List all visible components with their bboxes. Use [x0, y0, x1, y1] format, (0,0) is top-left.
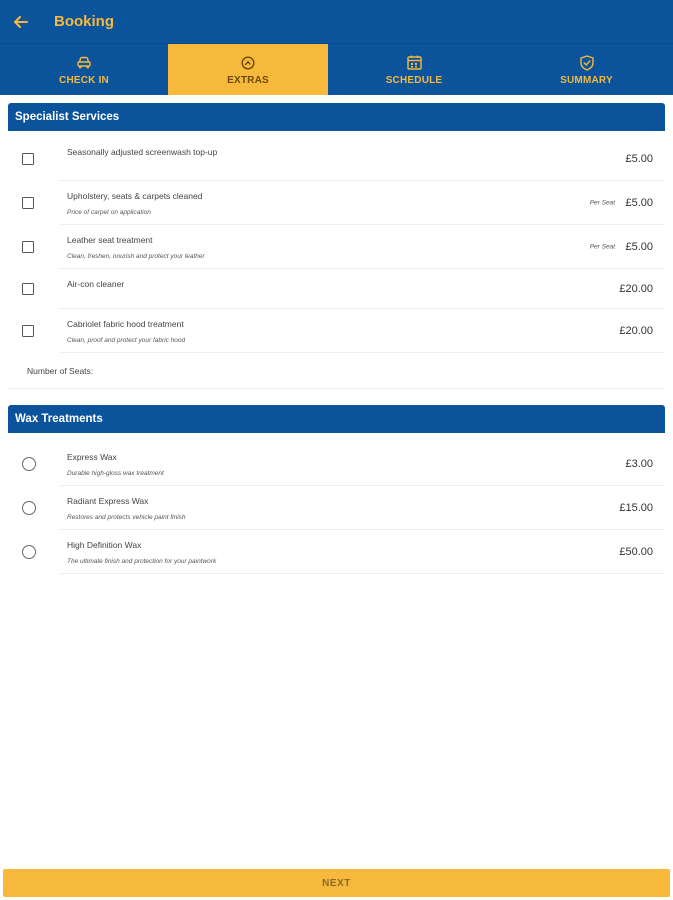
next-button-label: NEXT [322, 877, 351, 889]
list-item[interactable] [8, 486, 665, 530]
list-item[interactable] [8, 530, 665, 574]
tab-check-in[interactable] [0, 44, 168, 95]
list-item[interactable] [8, 442, 665, 486]
list-item[interactable] [8, 225, 665, 269]
tab-extras[interactable] [168, 44, 328, 95]
service-price: £20.00 [619, 282, 653, 295]
service-name: Seasonally adjusted screenwash top-up [67, 147, 218, 157]
wax-radio[interactable] [22, 545, 36, 559]
wax-radio[interactable] [22, 501, 36, 515]
service-price: £5.00 [625, 152, 653, 165]
page-title: Booking [54, 13, 114, 30]
service-price: £20.00 [619, 324, 653, 337]
wax-name: High Definition Wax [67, 540, 142, 550]
service-description: Clean, proof and protect your fabric hood [67, 337, 186, 344]
tab-summary[interactable] [500, 44, 673, 95]
number-of-seats-field[interactable] [8, 353, 665, 389]
list-item-body [60, 137, 665, 181]
list-item[interactable] [8, 137, 665, 181]
list-item-body [60, 181, 665, 225]
step-tabs [0, 43, 673, 95]
service-checkbox[interactable] [22, 153, 34, 165]
wax-price: £15.00 [619, 501, 653, 514]
service-checkbox[interactable] [22, 197, 34, 209]
tab-label: EXTRAS [227, 74, 269, 86]
per-unit-label: Per Seat [589, 199, 615, 206]
service-price: £5.00 [625, 240, 653, 253]
list-item-body [60, 269, 665, 309]
number-of-seats-label: Number of Seats: [27, 366, 94, 376]
service-name: Air-con cleaner [67, 279, 125, 289]
list-item-body [60, 309, 665, 353]
list-item-body [60, 530, 665, 574]
tab-label: CHECK IN [59, 74, 109, 86]
service-description: Clean, freshen, nourish and protect your leather [67, 253, 205, 260]
wax-description: Restores and protects vehicle paint finish [67, 514, 186, 521]
calendar-icon [407, 55, 422, 70]
tab-label: SCHEDULE [385, 74, 443, 86]
service-name: Upholstery, seats & carpets cleaned [67, 191, 203, 201]
wax-description: Durable high-gloss wax treatment [67, 470, 164, 477]
tab-label: SUMMARY [560, 74, 613, 86]
section-header: Wax Treatments [8, 405, 665, 433]
list-item[interactable] [8, 269, 665, 309]
next-button[interactable] [3, 869, 670, 897]
app-bar [0, 0, 673, 43]
shield-check-icon [580, 55, 594, 71]
arrow-left-icon [14, 16, 28, 28]
list-item[interactable] [8, 181, 665, 225]
specialist-services-section [8, 103, 665, 389]
service-checkbox[interactable] [22, 283, 34, 295]
gauge-icon [241, 56, 255, 70]
list-item[interactable] [8, 309, 665, 353]
service-checkbox[interactable] [22, 241, 34, 253]
wax-price: £50.00 [619, 545, 653, 558]
service-name: Cabriolet fabric hood treatment [67, 319, 184, 329]
wax-name: Radiant Express Wax [67, 496, 149, 506]
wax-name: Express Wax [67, 452, 117, 462]
wax-radio[interactable] [22, 457, 36, 471]
list-item-body [60, 486, 665, 530]
service-price: £5.00 [625, 196, 653, 209]
service-name: Leather seat treatment [67, 235, 153, 245]
section-header: Specialist Services [8, 103, 665, 131]
list-item-body [60, 442, 665, 486]
wax-price: £3.00 [625, 457, 653, 470]
per-unit-label: Per Seat [589, 243, 615, 250]
list-item-body [60, 225, 665, 269]
wax-treatments-section [8, 405, 665, 574]
service-description: Price of carpet on application [67, 209, 151, 216]
car-icon [77, 56, 91, 69]
wax-description: The ultimate finish and protection for your paintwork [67, 558, 217, 565]
back-button[interactable] [1, 0, 41, 43]
service-checkbox[interactable] [22, 325, 34, 337]
tab-schedule[interactable] [328, 44, 500, 95]
